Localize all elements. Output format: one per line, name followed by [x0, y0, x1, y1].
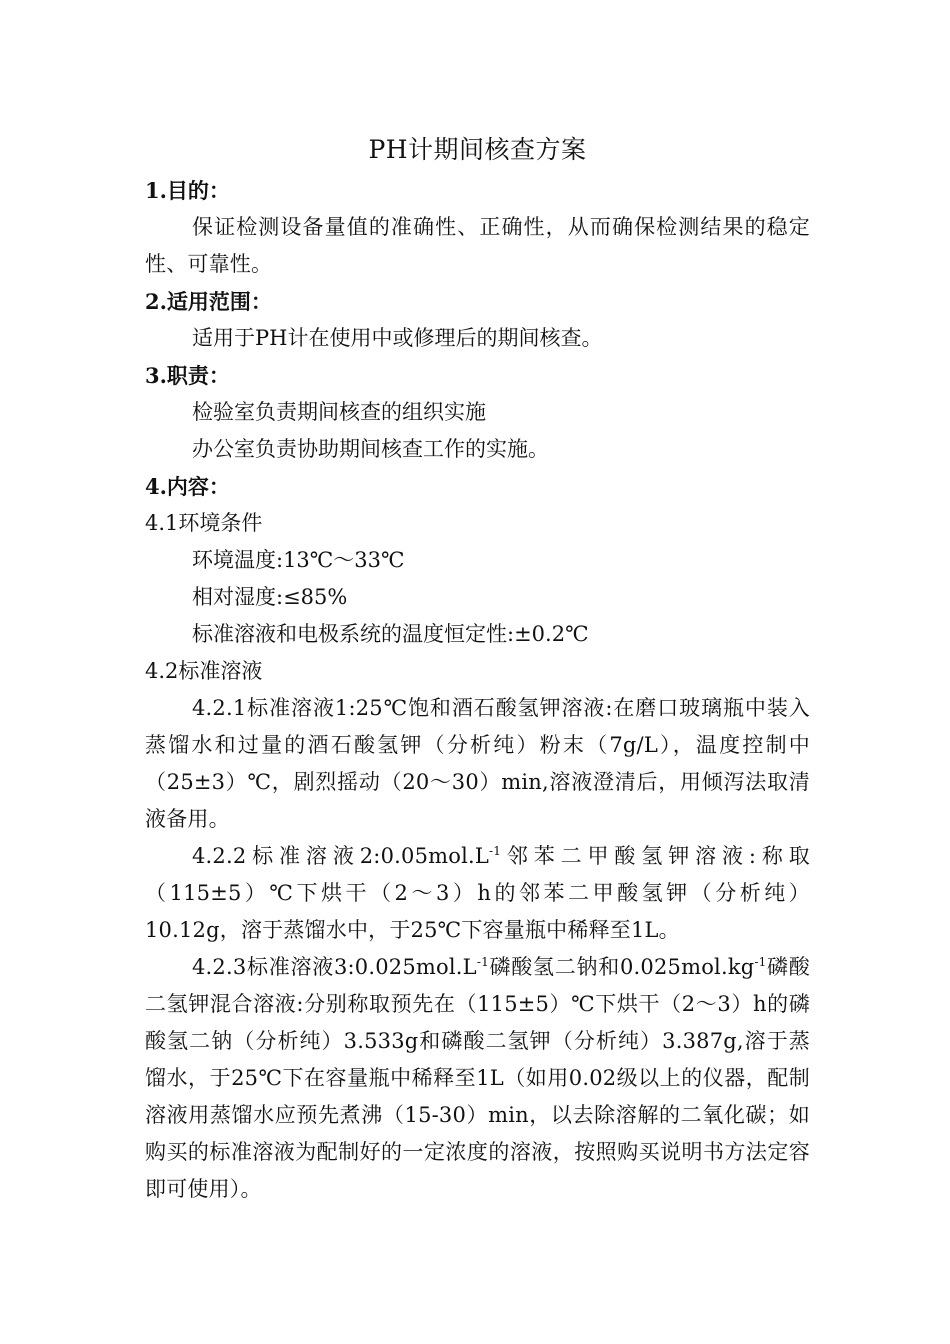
scope-text: 适用于PH计在使用中或修理后的期间核查。	[192, 326, 603, 350]
env-humidity: 相对湿度:≤85%	[192, 585, 348, 609]
standard-solution-2-part-b: 邻苯二甲酸氢钾溶液:称取（115±5）℃下烘干（2～3）h的邻苯二甲酸氢钾（分析纯）10.12g，溶于蒸馏水中，于25℃下容量瓶中稀释至1L。	[145, 844, 810, 942]
duty-line-2: 办公室负责协助期间核查工作的实施。	[192, 437, 549, 461]
section-heading-content: 4.内容：	[145, 474, 230, 499]
env-stability: 标准溶液和电极系统的温度恒定性:±0.2℃	[192, 622, 589, 646]
duty-line-1: 检验室负责期间核查的组织实施	[192, 400, 486, 424]
standard-solution-2	[145, 838, 810, 949]
purpose-text: 保证检测设备量值的准确性、正确性，从而确保检测结果的稳定性、可靠性。	[145, 215, 810, 276]
standard-solution-3-superscript-1: -1	[476, 955, 489, 969]
standard-solution-3-superscript-2: -1	[754, 955, 767, 969]
section-heading-scope: 2.适用范围：	[145, 289, 272, 314]
subsection-heading-standard-solution: 4.2标准溶液	[145, 659, 263, 683]
section-heading-purpose: 1.目的：	[145, 178, 230, 203]
document-title: PH计期间核查方案	[368, 135, 587, 164]
standard-solution-3-part-a: 4.2.3标准溶液3:0.025mol.L	[192, 955, 477, 979]
subsection-heading-environment: 4.1环境条件	[145, 511, 263, 535]
standard-solution-3	[145, 949, 810, 1208]
standard-solution-3-part-c: 磷酸二氢钾混合溶液:分别称取预先在（115±5）℃下烘干（2～3）h的磷酸氢二钠（分析纯）3.533g和磷酸二氢钾（分析纯）3.387g,溶于蒸馏水，于25℃下在容量瓶中稀释至1L（如用0.02级以上的仪器，配制溶液用蒸馏水应预先煮沸（15-30）min，以去除溶解的二氧化碳；如购买的标准溶液为配制好的一定浓度的溶液，按照购买说明书方法定容即可使用）。	[145, 955, 810, 1201]
section-heading-duty: 3.职责：	[145, 363, 230, 388]
standard-solution-2-part-a: 4.2.2标准溶液2:0.05mol.L	[192, 844, 490, 868]
standard-solution-3-part-b: 磷酸氢二钠和0.025mol.kg	[488, 955, 755, 979]
standard-solution-1: 4.2.1标准溶液1:25℃饱和酒石酸氢钾溶液:在磨口玻璃瓶中装入蒸馏水和过量的酒石酸氢钾（分析纯）粉末（7g/L），温度控制中（25±3）℃，剧烈摇动（20～30）min,溶液澄清后，用倾泻法取清液备用。	[145, 696, 810, 831]
env-temperature: 环境温度:13℃～33℃	[192, 548, 405, 572]
standard-solution-2-superscript: -1	[489, 844, 502, 858]
document-page	[145, 128, 810, 1208]
